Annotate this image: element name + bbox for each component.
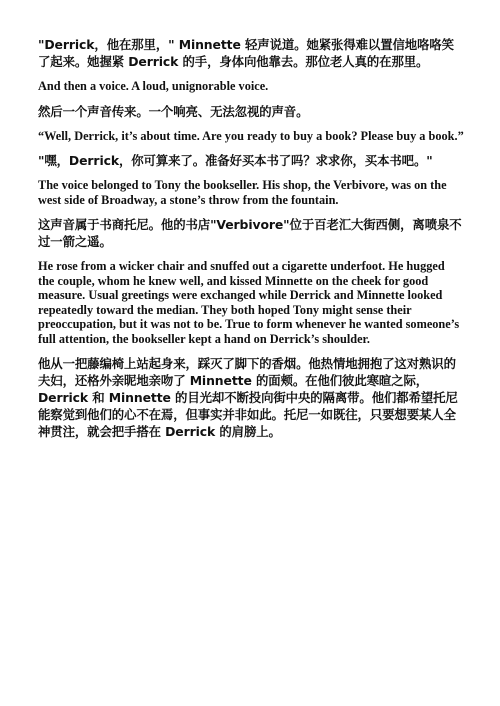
paragraph-en-8: He rose from a wicker chair and snuffed out a cigarette underfoot. He hugged the couple, whom he knew well, and kissed Minnette on the cheek for good measure. Usual greetings were exchanged while Derrick and Minnette looked repeatedly toward the median. They both hoped Tony might sense their preoccupation, but it was not to be. True to form whenever he wanted someone’s full attention, the bookseller kept a hand on Derrick’s shoulder. (38, 259, 460, 346)
paragraph-zh-5: "嘿，Derrick，你可算来了。准备好买本书了吗？求求你，买本书吧。" (38, 153, 433, 168)
document-page (38, 36, 464, 449)
paragraph-zh-1: "Derrick，他在那里，" Minnette 轻声说道。她紧张得难以置信地咯咯笑了起来。她握紧 Derrick 的手，身体向他靠去。那位老人真的在那里。 (38, 37, 454, 69)
paragraph-en-6: The voice belonged to Tony the bookseller. His shop, the Verbivore, was on the west side of Broadway, a stone’s throw from the fountain. (38, 178, 447, 207)
paragraph-en-4: “Well, Derrick, it’s about time. Are you ready to buy a book? Please buy a book.” (38, 128, 464, 143)
paragraph-zh-7: 这声音属于书商托尼。他的书店"Verbivore"位于百老汇大街西侧，离喷泉不过一箭之遥。 (38, 217, 462, 249)
paragraph-en-2: And then a voice. A loud, unignorable voice. (38, 79, 269, 93)
paragraph-zh-3: 然后一个声音传来。一个响亮、无法忽视的声音。 (38, 103, 309, 119)
paragraph-zh-9: 他从一把藤编椅上站起身来，踩灭了脚下的香烟。他热情地拥抱了这对熟识的夫妇，还格外亲昵地亲吻了 Minnette 的面颊。在他们彼此寒暄之际，Derrick 和 Minnette 的目光却不断投向街中央的隔离带。他们都希望托尼能察觉到他们的心不在焉，但事实并非如此。托尼一如既往，只要想要某人全神贯注，就会把手搭在 Derrick 的肩膀上。 (38, 356, 458, 439)
